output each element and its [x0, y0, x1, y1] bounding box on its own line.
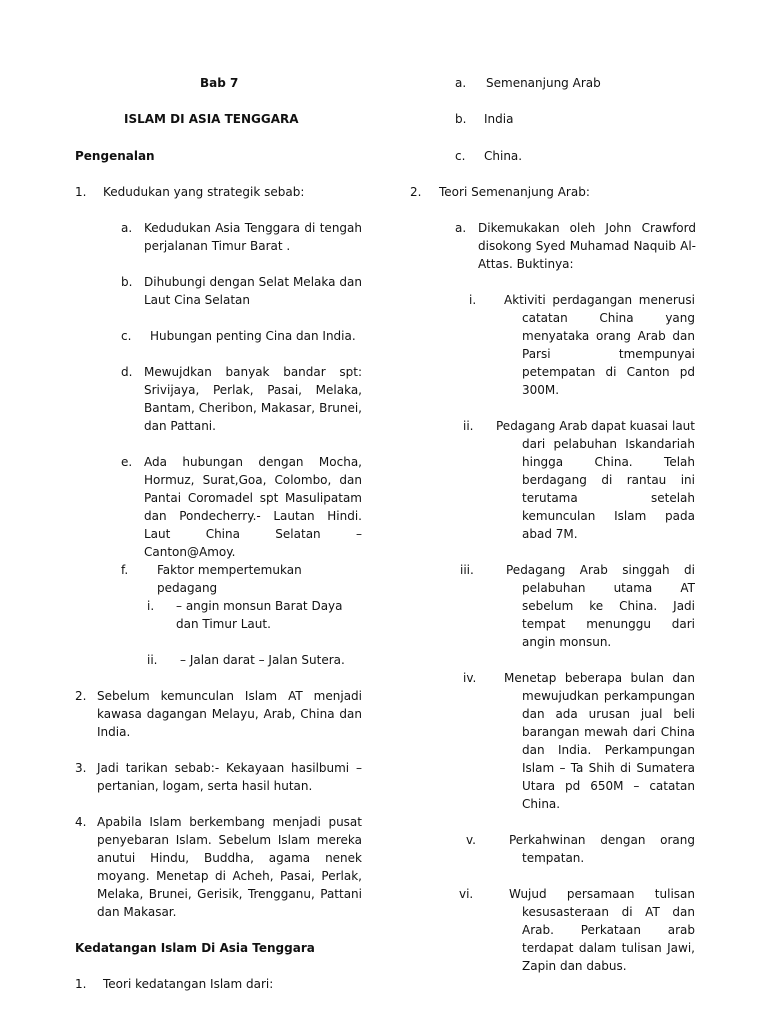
item-number: 4. [75, 815, 87, 829]
sub-text: Mewujdkan banyak bandar spt: Srivijaya, Perlak, Pasai, Melaka, Bantam, Cheribon, Makasar, Brunei, dan Pattani. [144, 365, 362, 433]
sub-text: India [484, 112, 514, 126]
sub-text: Ada hubungan dengan Mocha, Hormuz, Surat,Goa, Colombo, dan Pantai Coromadel spt Masulipatam dan Pondecherry.- Lautan Hindi. Laut China Selatan – Canton@Amoy. [144, 455, 362, 559]
sub-label: b. [455, 112, 467, 126]
subsub-label: i. [469, 293, 477, 307]
sub-label: a. [455, 221, 467, 235]
subsub-label: iii. [460, 563, 474, 577]
sub-text: Dikemukakan oleh John Crawford disokong Syed Muhamad Naquib Al-Attas. Buktinya: [478, 221, 696, 271]
sub-text: Dihubungi dengan Selat Melaka dan Laut Cina Selatan [144, 275, 362, 307]
sub-label: a. [121, 221, 133, 235]
subsub-label: vi. [459, 887, 474, 901]
item-text: Apabila Islam berkembang menjadi pusat penyebaran Islam. Sebelum Islam mereka anutui Hindu, Buddha, agama nenek moyang. Menetap di Acheh, Pasai, Perlak, Melaka, Brunei, Gerisik, Trengganu, Pattani dan Makasar. [97, 815, 362, 919]
subsub-text: – Jalan darat – Jalan Sutera. [180, 653, 345, 667]
item-number: 1. [75, 185, 87, 199]
item-text: Jadi tarikan sebab:- Kekayaan hasilbumi – pertanian, logam, serta hasil hutan. [97, 761, 362, 793]
item-number: 2. [410, 185, 422, 199]
sub-label: b. [121, 275, 133, 289]
subsub-label: ii. [147, 653, 158, 667]
subsub-text: Pedagang Arab singgah di pelabuhan utama AT sebelum ke China. Jadi tempat menunggu dari angin monsun. [506, 563, 695, 649]
arrival-heading: Kedatangan Islam Di Asia Tenggara [75, 941, 315, 955]
item-number: 3. [75, 761, 87, 775]
chapter-title: ISLAM DI ASIA TENGGARA [124, 112, 299, 126]
subsub-text: Aktiviti perdagangan menerusi catatan China yang menyataka orang Arab dan Parsi tmempunyai petempatan di Canton pd 300M. [504, 293, 695, 397]
item-number: 1. [75, 977, 87, 991]
item-text: Teori kedatangan Islam dari: [103, 977, 274, 991]
chapter-label: Bab 7 [200, 76, 239, 90]
item-text: Kedudukan yang strategik sebab: [103, 185, 305, 199]
sub-text: Kedudukan Asia Tenggara di tengah perjalanan Timur Barat . [144, 221, 362, 253]
intro-heading: Pengenalan [75, 149, 155, 163]
sub-label: e. [121, 455, 133, 469]
subsub-text: Menetap beberapa bulan dan mewujudkan perkampungan dan ada urusan jual beli barangan mewah dari China dan India. Perkampungan Islam – Ta Shih di Sumatera Utara pd 650M – catatan China. [504, 671, 695, 811]
subsub-text [176, 597, 364, 633]
subsub-label: ii. [463, 419, 474, 433]
subsub-text-content: – angin monsun Barat Daya dan Timur Laut. [176, 599, 343, 631]
subsub-text: Pedagang Arab dapat kuasai laut dari pelabuhan Iskandariah hingga China. Telah berdagang di rantau ini terutama setelah kemunculan Islam pada abad 7M. [496, 419, 695, 541]
sub-label: c. [121, 329, 132, 343]
sub-text: Hubungan penting Cina dan India. [150, 329, 356, 343]
sub-label: f. [121, 563, 129, 577]
sub-label: a. [455, 76, 467, 90]
subsub-text: Perkahwinan dengan orang tempatan. [509, 833, 695, 865]
subsub-label: i. [147, 599, 155, 613]
item-text: Sebelum kemunculan Islam AT menjadi kawasa dagangan Melayu, Arab, China dan India. [97, 689, 362, 739]
item-text: Teori Semenanjung Arab: [439, 185, 590, 199]
subsub-text: Wujud persamaan tulisan kesusasteraan di AT dan Arab. Perkataan arab terdapat dalam tulisan Jawi, Zapin dan dabus. [509, 887, 695, 973]
sub-label: d. [121, 365, 133, 379]
subsub-label: v. [466, 833, 476, 847]
item-number: 2. [75, 689, 87, 703]
sub-label: c. [455, 149, 466, 163]
sub-text: Semenanjung Arab [486, 76, 601, 90]
sub-text: Faktor mempertemukan pedagang [157, 563, 302, 595]
sub-text: China. [484, 149, 523, 163]
subsub-label: iv. [463, 671, 477, 685]
